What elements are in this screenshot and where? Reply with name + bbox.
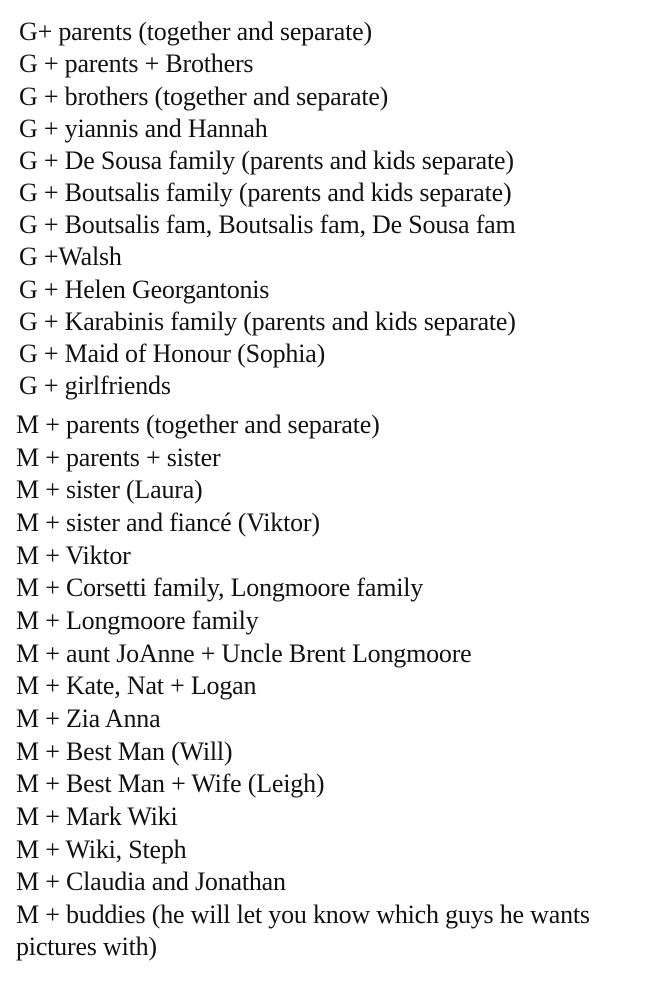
list-item-g-yiannis-hannah: G + yiannis and Hannah — [19, 114, 268, 143]
list-item-g-girlfriends: G + girlfriends — [19, 371, 171, 400]
list-item-m-sister: M + sister (Laura) — [16, 475, 203, 504]
list-item-g-de-sousa-family: G + De Sousa family (parents and kids separate) — [19, 146, 514, 175]
list-item-m-parents: M + parents (together and separate) — [16, 410, 380, 439]
list-item-m-mark-wiki: M + Mark Wiki — [16, 802, 178, 831]
list-item-m-buddies: M + buddies (he will let you know which guys he wants — [16, 900, 590, 929]
list-item-g-parents: G+ parents (together and separate) — [19, 17, 372, 46]
list-item-m-buddies-continued: pictures with) — [16, 932, 157, 961]
list-item-g-brothers: G + brothers (together and separate) — [19, 82, 389, 111]
list-item-m-zia-anna: M + Zia Anna — [16, 704, 161, 733]
list-item-m-best-man: M + Best Man (Will) — [16, 737, 233, 766]
list-item-g-parents-brothers: G + parents + Brothers — [19, 49, 254, 78]
list-item-m-wiki-steph: M + Wiki, Steph — [16, 835, 187, 864]
list-item-g-combined-families: G + Boutsalis fam, Boutsalis fam, De Sousa fam — [19, 210, 516, 239]
list-item-m-corsetti-longmoore: M + Corsetti family, Longmoore family — [16, 573, 424, 602]
list-item-g-maid-of-honour: G + Maid of Honour (Sophia) — [19, 339, 326, 368]
list-item-m-kate-nat-logan: M + Kate, Nat + Logan — [16, 671, 257, 700]
list-item-m-claudia-jonathan: M + Claudia and Jonathan — [16, 867, 286, 896]
list-item-m-best-man-wife: M + Best Man + Wife (Leigh) — [16, 769, 325, 798]
list-item-m-parents-sister: M + parents + sister — [16, 443, 221, 472]
list-item-g-helen-georgantonis: G + Helen Georgantonis — [19, 275, 270, 304]
list-item-g-walsh: G +Walsh — [19, 242, 122, 271]
list-item-m-aunt-uncle: M + aunt JoAnne + Uncle Brent Longmoore — [16, 639, 472, 668]
list-item-m-sister-fiance: M + sister and fiancé (Viktor) — [16, 508, 320, 537]
list-item-g-boutsalis-family: G + Boutsalis family (parents and kids separate) — [19, 178, 512, 207]
list-item-g-karabinis-family: G + Karabinis family (parents and kids separate) — [19, 307, 516, 336]
list-item-m-longmoore-family: M + Longmoore family — [16, 606, 259, 635]
list-item-m-viktor: M + Viktor — [16, 541, 131, 570]
